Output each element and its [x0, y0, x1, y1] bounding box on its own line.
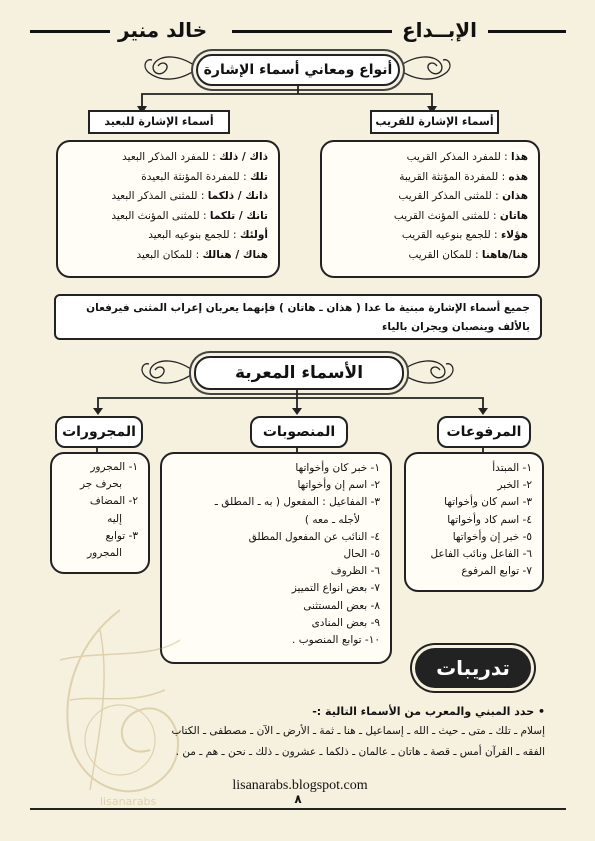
far-item: تانك / تلكما : للمثنى المؤنث البعيد	[111, 209, 268, 222]
accusative-item: ٢- اسم إن وأخواتها	[297, 479, 380, 492]
genitive-item: ٣- توابع	[105, 529, 138, 542]
far-item: ذاك / ذلك : للمفرد المذكر البعيد	[122, 151, 268, 163]
accusative-item: ٤- النائب عن المفعول المطلق	[248, 530, 380, 543]
accusative-item: ١- خبر كان وأخواتها	[295, 462, 380, 474]
near-label: أسماء الإشارة للقريب	[370, 110, 499, 134]
near-item: هاتان : للمثنى المؤنث القريب	[393, 209, 528, 222]
raised-box	[404, 452, 544, 592]
far-item: ذانك / ذلكما : للمثنى المذكر البعيد	[111, 190, 268, 202]
genitive-box	[50, 452, 150, 574]
exercises-line1: إسلام ـ تلك ـ متى ـ حيث ـ الله ـ إسماعيل ـ هنا ـ ثمة ـ الأرض ـ الآن ـ مصطفى ـ الكتاب	[171, 725, 545, 737]
footer-url: lisanarabs.blogspot.com	[232, 778, 368, 793]
genitive-item: إليه	[107, 512, 122, 525]
exercises-title: تدريبات	[436, 656, 510, 680]
near-item: هذا : للمفرد المذكر القريب	[406, 151, 528, 163]
accusative-item: ٦- الظروف	[330, 565, 380, 578]
near-item: هؤلاء : للجمع بنوعيه القريب	[401, 229, 528, 241]
banner2-ornament-right	[396, 354, 460, 390]
raised-item: ١- المبتدأ	[492, 462, 532, 474]
near-item: هذان : للمثنى المذكر القريب	[398, 190, 528, 202]
header-rule-left	[30, 30, 110, 33]
exercises-line2: الفقه ـ القرآن أمس ـ قصة ـ هاتان ـ عالمان ـ ذلكما ـ عشرون ـ ذلك ـ نحن ـ هم ـ من .	[175, 746, 545, 758]
accusative-item: ٣- المفاعيل : المفعول ( به ـ المطلق ـ	[214, 496, 380, 509]
genitive-item: ٢- المضاف	[89, 495, 138, 508]
footer-rule	[30, 808, 566, 810]
raised-item: ٤- اسم كاد وأخواتها	[447, 513, 532, 526]
section2-title: الأسماء المعربة	[194, 356, 404, 390]
raised-item: ٥- خبر إن وأخواتها	[452, 530, 532, 543]
accusative-item: ٧- بعض انواع التمييز	[291, 582, 380, 595]
accusative-item: ٨- بعض المستثنى	[303, 599, 380, 612]
far-box	[56, 140, 280, 278]
far-item: أولئك : للجمع بنوعيه البعيد	[148, 229, 268, 241]
banner2-ornament-left	[135, 354, 199, 390]
accusative-item: ٥- الحال	[343, 548, 380, 561]
calligraphy-watermark	[40, 600, 200, 820]
header-rule-right	[488, 30, 566, 33]
section2-connector	[0, 386, 595, 416]
genitive-item: بحرف جر	[80, 478, 122, 491]
raised-label: المرفوعات	[437, 416, 531, 448]
near-box	[320, 140, 540, 278]
genitive-item: ١- المجرور	[90, 461, 138, 473]
watermark-text: lisanarabs	[100, 795, 157, 808]
accusative-item: ١٠- توابع المنصوب .	[292, 634, 380, 647]
far-label: أسماء الإشارة للبعيد	[88, 110, 230, 134]
near-item: هنا/هاهنا : للمكان القريب	[408, 248, 528, 261]
raised-item: ٧- توابع المرفوع	[461, 565, 532, 578]
raised-item: ٦- الفاعل ونائب الفاعل	[430, 548, 532, 561]
author-name: خالد منير	[118, 18, 208, 42]
header-rule-middle	[232, 30, 392, 33]
raised-item: ٣- اسم كان وأخواتها	[444, 496, 532, 509]
raised-item: ٢- الخبر	[497, 479, 532, 492]
genitive-item: المجرور	[87, 547, 122, 560]
accusative-item: ٩- بعض المنادى	[311, 616, 380, 629]
page-number: ٨	[294, 792, 302, 806]
far-item: هناك / هنالك : للمكان البعيد	[136, 248, 268, 261]
near-item: هذه : للمفردة المؤنثة القريبة	[399, 170, 528, 183]
exercises-instruction: • حدد المبني والمعرب من الأسماء التالية :-	[312, 705, 545, 718]
header-title: الإبــداع	[402, 18, 477, 42]
genitive-label: المجرورات	[55, 416, 143, 448]
note-box: جميع أسماء الإشارة مبنية ما عدا ( هذان ـ هاتان ) فإنهما يعربان إعراب المثنى فيرفعان بالألف وينصبان ويجران بالياء	[54, 294, 542, 340]
accusative-item: لأجله ـ معه )	[304, 513, 360, 526]
accusative-label: المنصوبات	[250, 416, 348, 448]
section1-title: أنواع ومعاني أسماء الإشارة	[196, 54, 400, 86]
far-item: تلك : للمفردة المؤنثة البعيدة	[141, 170, 268, 183]
